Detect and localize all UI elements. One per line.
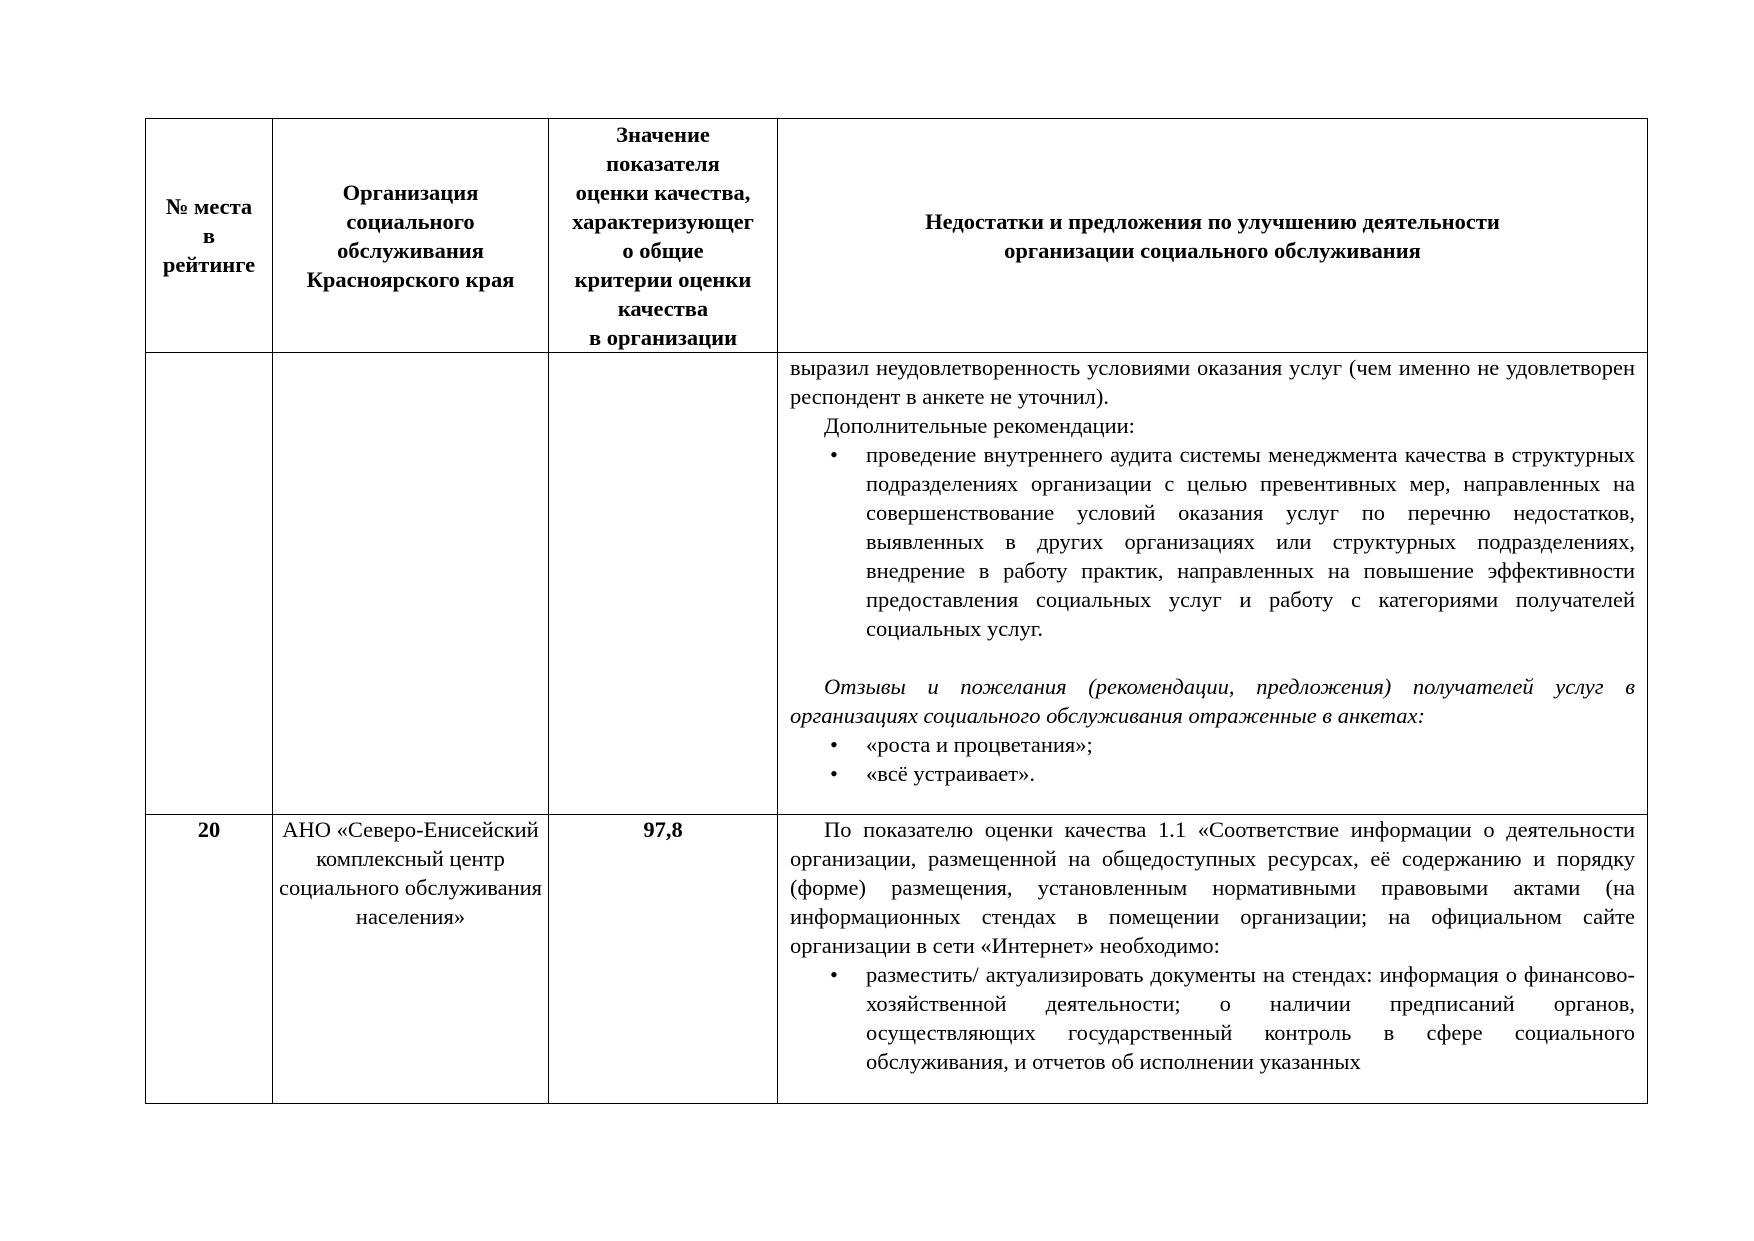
- header-score: Значение показателя оценки качества, характеризующег о общие критерии оценки качества в организации: [549, 119, 778, 353]
- feedback-list: [790, 730, 1635, 788]
- cell-organization: [273, 353, 549, 815]
- table-header-row: [146, 119, 1648, 353]
- continuation-text: выразил неудовлетворенность условиями оказания услуг (чем именно не удовлетворен респондент в анкете не уточнил).: [790, 355, 1635, 409]
- list-item: • разместить/ актуализировать документы на стендах: информация о финансово-хозяйственной деятельности; о наличии предписаний органов, осуществляющих государственный контроль в сфере социального обслуживания, и отчетов об исполнении указанных: [830, 962, 1635, 1074]
- cell-deficiencies: [778, 353, 1648, 815]
- table-row: [146, 815, 1648, 1104]
- feedback-heading: Отзывы и пожелания (рекомендации, предложения) получателей услуг в организациях социального обслуживания отраженные в анкетах:: [790, 674, 1635, 728]
- header-deficiencies: Недостатки и предложения по улучшению деятельности организации социального обслуживания: [778, 119, 1648, 353]
- bullet-icon: •: [830, 962, 838, 987]
- indicator-intro-text: По показателю оценки качества 1.1 «Соответствие информации о деятельности организации, размещенной на общедоступных ресурсах, её содержанию и порядку (форме) размещения, установленным нормативными правовыми актами (на информационных стендах в помещении организации; на официальном сайте организации в сети «Интернет» необходимо:: [790, 817, 1635, 958]
- list-item: • проведение внутреннего аудита системы менеджмента качества в структурных подразделениях организации с целью превентивных мер, направленных на совершенствование условий оказания услуг по перечню недостатков, выявленных в других организациях или структурных подразделениях, внедрение в работу практик, направленных на повышение эффективности предоставления социальных услуг и работу с категориями получателей социальных услуг.: [830, 442, 1635, 641]
- extra-recommendations-heading: Дополнительные рекомендации:: [824, 413, 1135, 438]
- bullet-icon: •: [830, 442, 838, 467]
- rating-table: [145, 118, 1648, 1104]
- cell-place: [146, 353, 273, 815]
- extra-recommendations-list: [790, 440, 1635, 643]
- recommendations-list: [790, 960, 1635, 1076]
- cell-score: 97,8: [549, 815, 778, 1104]
- bullet-icon: •: [830, 761, 838, 786]
- cell-place: 20: [146, 815, 273, 1104]
- bullet-icon: •: [830, 732, 838, 757]
- cell-organization: АНО «Северо-Енисейский комплексный центр социального обслуживания населения»: [273, 815, 549, 1104]
- cell-deficiencies: [778, 815, 1648, 1104]
- list-item: • «роста и процветания»;: [830, 732, 1093, 757]
- cell-score: [549, 353, 778, 815]
- list-item: • «всё устраивает».: [830, 761, 1035, 786]
- header-organization: Организация социального обслуживания Красноярского края: [273, 119, 549, 353]
- header-place: № места в рейтинге: [146, 119, 273, 353]
- table-row: [146, 353, 1648, 815]
